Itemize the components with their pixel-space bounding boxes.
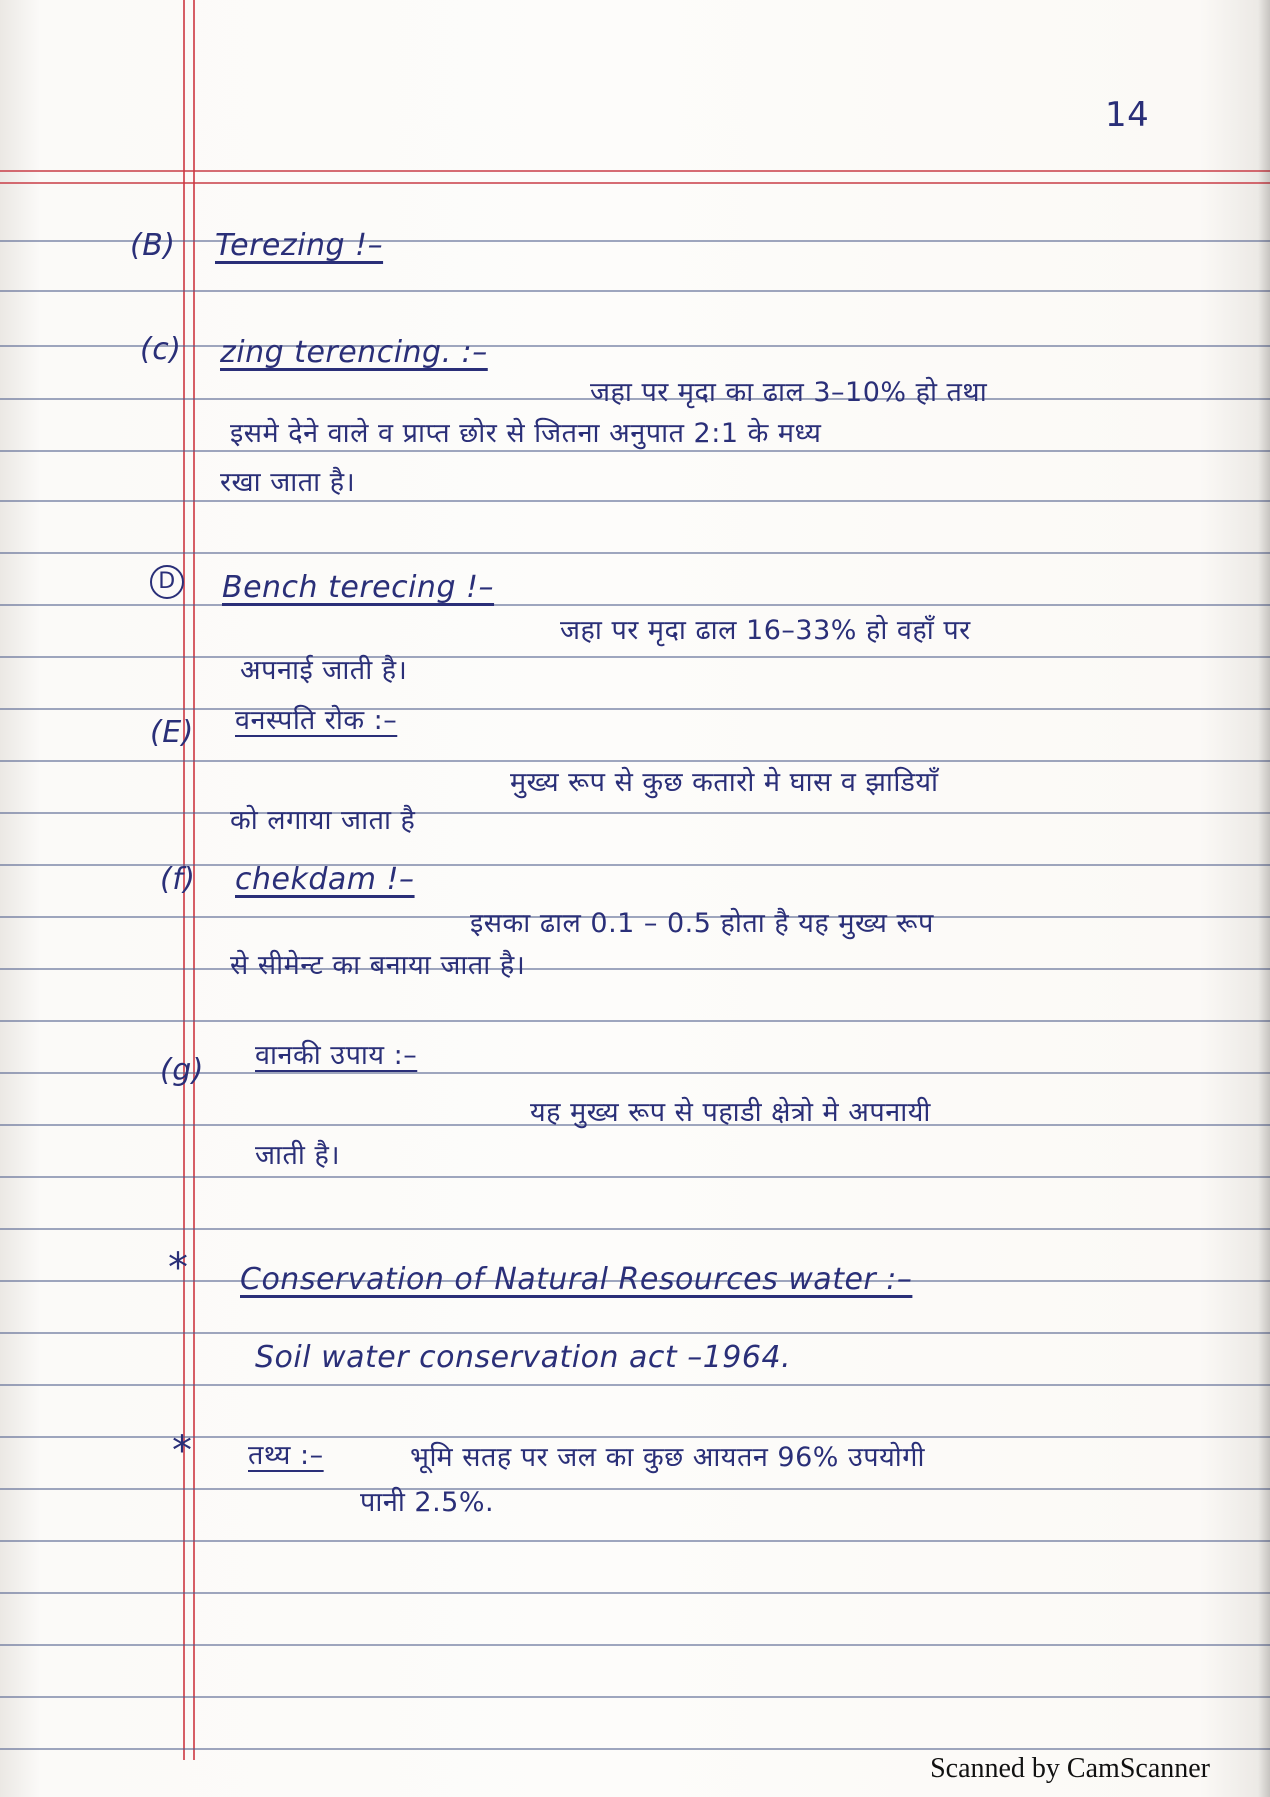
facts-bullet: * bbox=[172, 1428, 193, 1474]
ruled-line bbox=[0, 240, 1270, 242]
section-d-marker-text: D bbox=[150, 565, 184, 599]
conservation-bullet: * bbox=[168, 1245, 189, 1291]
ruled-line bbox=[0, 1228, 1270, 1230]
page-number: 14 bbox=[1105, 95, 1150, 135]
section-f-line: से सीमेन्ट का बनाया जाता है। bbox=[230, 950, 526, 981]
section-c-line: इसमे देने वाले व प्राप्त छोर से जितना अनुपात 2:1 के मध्य bbox=[230, 418, 822, 449]
section-c-marker: (c) bbox=[140, 332, 182, 367]
ruled-line bbox=[0, 1176, 1270, 1178]
section-b-heading: Terezing !– bbox=[215, 228, 384, 263]
scanner-watermark: Scanned by CamScanner bbox=[930, 1753, 1210, 1784]
facts-heading: तथ्य :– bbox=[248, 1440, 324, 1471]
section-g-line: जाती है। bbox=[255, 1140, 341, 1171]
section-d-line: जहा पर मृदा ढाल 16–33% हो वहाँ पर bbox=[560, 615, 971, 646]
ruled-line bbox=[0, 1696, 1270, 1698]
section-g-heading: वानकी उपाय :– bbox=[255, 1040, 418, 1071]
ruled-line bbox=[0, 1384, 1270, 1386]
header-red-rule-2 bbox=[0, 182, 1270, 184]
section-b-marker: (B) bbox=[130, 228, 176, 263]
ruled-line bbox=[0, 345, 1270, 347]
ruled-line bbox=[0, 812, 1270, 814]
facts-line: पानी 2.5%. bbox=[360, 1487, 495, 1518]
section-e-marker: (E) bbox=[150, 715, 194, 750]
ruled-line bbox=[0, 500, 1270, 502]
section-c-heading: zing terencing. :– bbox=[220, 335, 488, 370]
ruled-line bbox=[0, 604, 1270, 606]
ruled-line bbox=[0, 290, 1270, 292]
ruled-line bbox=[0, 552, 1270, 554]
ruled-line bbox=[0, 1020, 1270, 1022]
section-e-line: को लगाया जाता है bbox=[230, 805, 416, 836]
section-g-line: यह मुख्य रूप से पहाडी क्षेत्रो मे अपनायी bbox=[530, 1097, 931, 1128]
section-e-heading: वनस्पति रोक :– bbox=[235, 705, 398, 736]
header-red-rule bbox=[0, 170, 1270, 172]
page-edge-shadow bbox=[1258, 0, 1270, 1797]
section-g-marker: (g) bbox=[160, 1053, 204, 1088]
conservation-heading: Conservation of Natural Resources water :– bbox=[240, 1262, 913, 1297]
ruled-line bbox=[0, 968, 1270, 970]
ruled-line bbox=[0, 1332, 1270, 1334]
section-f-heading: chekdam !– bbox=[235, 862, 415, 897]
section-f-marker: (f) bbox=[160, 862, 196, 897]
section-d-line: अपनाई जाती है। bbox=[240, 655, 408, 686]
section-c-line: जहा पर मृदा का ढाल 3–10% हो तथा bbox=[590, 377, 988, 408]
ruled-line bbox=[0, 1540, 1270, 1542]
section-d-marker bbox=[150, 565, 184, 599]
section-e-line: मुख्य रूप से कुछ कतारो मे घास व झाडियाँ bbox=[510, 767, 939, 798]
ruled-line bbox=[0, 1488, 1270, 1490]
ruled-line bbox=[0, 1592, 1270, 1594]
ruled-line bbox=[0, 450, 1270, 452]
section-d-heading: Bench terecing !– bbox=[222, 570, 495, 605]
ruled-line bbox=[0, 656, 1270, 658]
conservation-line: Soil water conservation act –1964. bbox=[255, 1340, 792, 1375]
ruled-line bbox=[0, 708, 1270, 710]
ruled-line bbox=[0, 1748, 1270, 1750]
facts-line: भूमि सतह पर जल का कुछ आयतन 96% उपयोगी bbox=[410, 1442, 925, 1473]
ruled-line bbox=[0, 1644, 1270, 1646]
section-f-line: इसका ढाल 0.1 – 0.5 होता है यह मुख्य रूप bbox=[470, 908, 934, 939]
section-c-line: रखा जाता है। bbox=[220, 467, 356, 498]
